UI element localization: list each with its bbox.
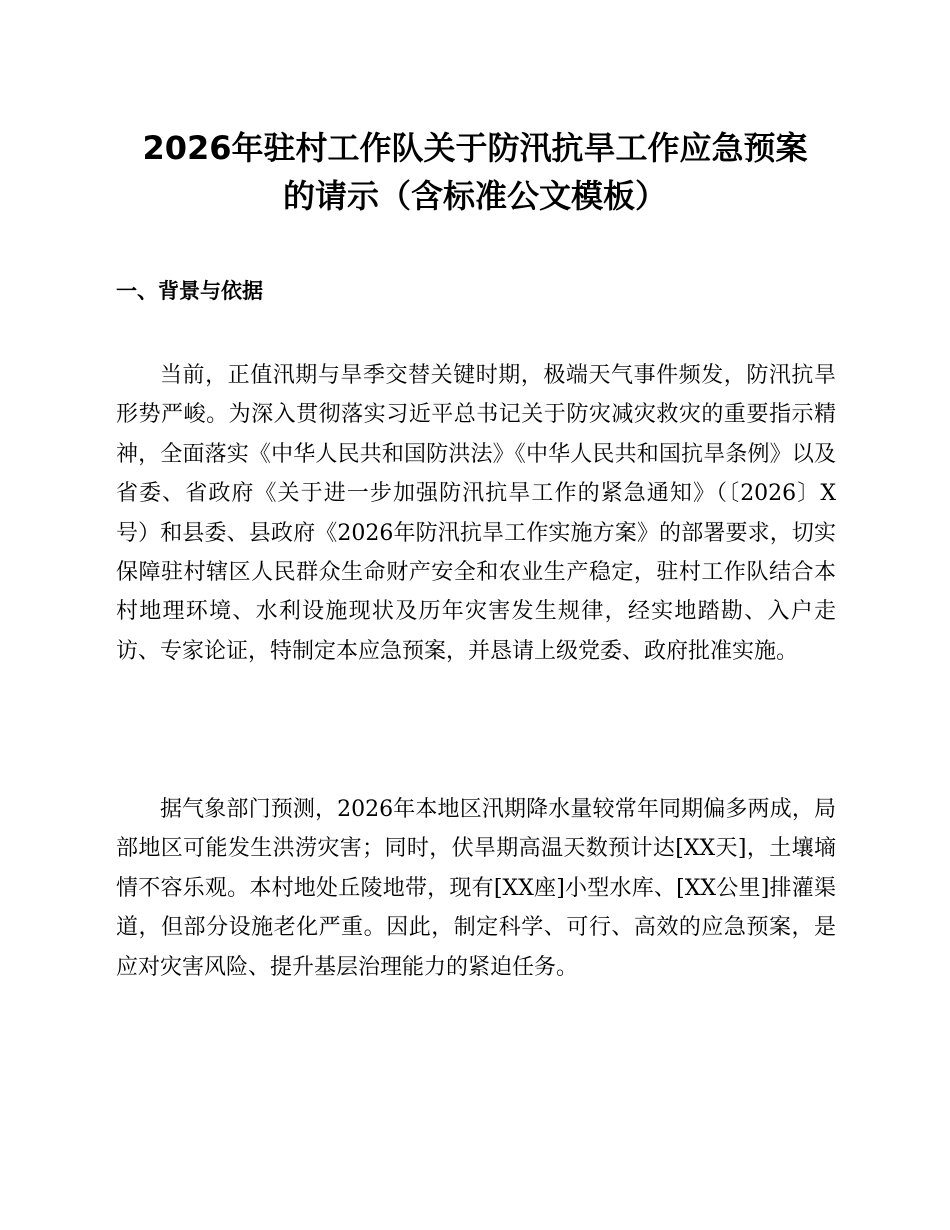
document-title-line-2: 的请示（含标准公文模板） [282, 177, 667, 215]
paragraph-forecast: 据气象部门预测，2026年本地区汛期降水量较常年同期偏多两成，局部地区可能发生洪涝灾害；同时，伏旱期高温天数预计达[XX天]，土壤墒情不容乐观。本村地处丘陵地带，现有[XX座]小型水库、[XX公里]排灌渠道，但部分设施老化严重。因此，制定科学、可行、高效的应急预案，是应对灾害风险、提升基层治理能力的紧迫任务。 [116, 797, 836, 980]
paragraph-background: 当前，正值汛期与旱季交替关键时期，极端天气事件频发，防汛抗旱形势严峻。为深入贯彻落实习近平总书记关于防灾减灾救灾的重要指示精神，全面落实《中华人民共和国防洪法》《中华人民共和国抗旱条例》以及省委、省政府《关于进一步加强防汛抗旱工作的紧急通知》（〔2026〕X号）和县委、县政府《2026年防汛抗旱工作实施方案》的部署要求，切实保障驻村辖区人民群众生命财产安全和农业生产稳定，驻村工作队结合本村地理环境、水利设施现状及历年灾害发生规律，经实地踏勘、入户走访、专家论证，特制定本应急预案，并恳请上级党委、政府批准实施。 [116, 363, 836, 664]
section-heading-background: 一、背景与依据 [116, 279, 263, 303]
document-title-line-1: 2026年驻村工作队关于防汛抗旱工作应急预案 [142, 129, 808, 167]
document-title [115, 124, 835, 220]
